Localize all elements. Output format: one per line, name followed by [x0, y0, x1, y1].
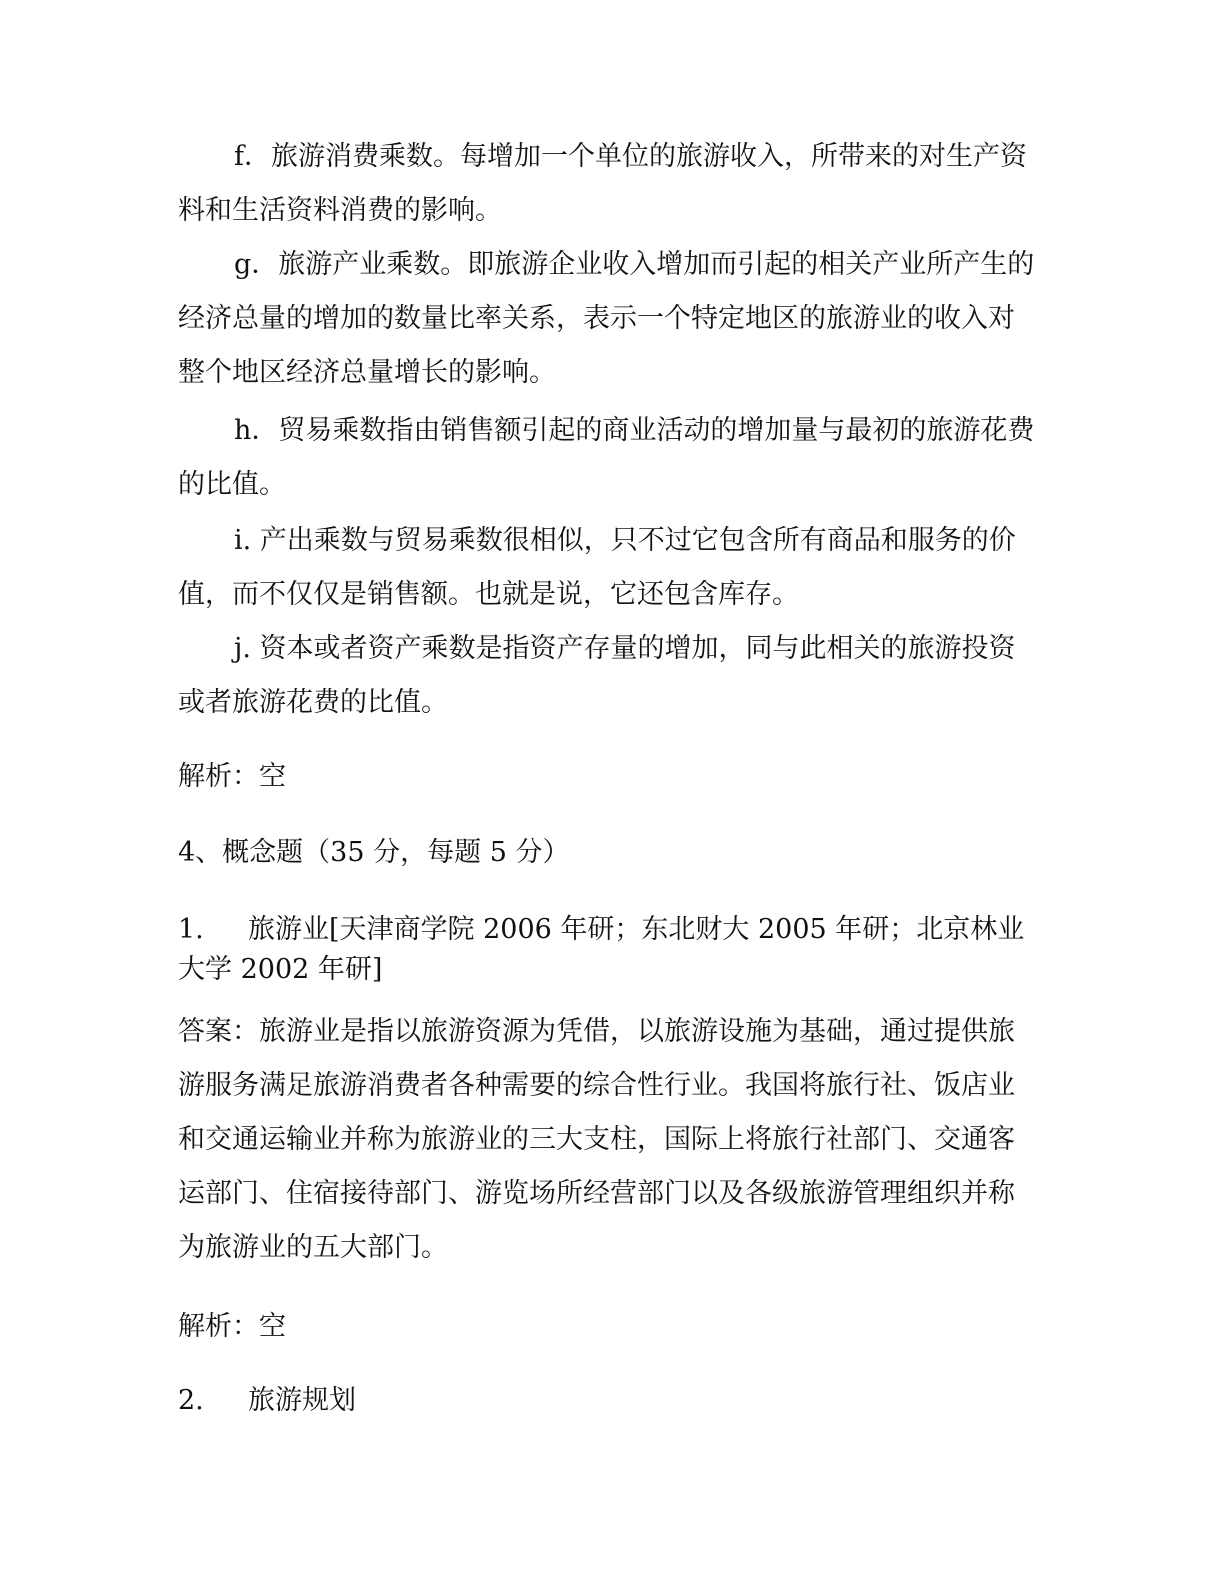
- question-text: 旅游规划: [248, 1385, 356, 1416]
- question-1: [178, 910, 1038, 990]
- paragraph-g: g．旅游产业乘数。即旅游企业收入增加而引起的相关产业所产生的经济总量的增加的数量比率关系，表示一个特定地区的旅游业的收入对整个地区经济总量增长的影响。: [178, 249, 1035, 388]
- question-number: 1.: [178, 914, 204, 945]
- analysis-label: 解析：空: [178, 761, 286, 792]
- paragraph-f: f．旅游消费乘数。每增加一个单位的旅游收入，所带来的对生产资料和生活资料消费的影响。: [178, 141, 1027, 226]
- question-number: 2.: [178, 1385, 204, 1416]
- paragraph-i: i. 产出乘数与贸易乘数很相似，只不过它包含所有商品和服务的价值，而不仅仅是销售额。也就是说，它还包含库存。: [178, 525, 1016, 610]
- answer-text: 答案：旅游业是指以旅游资源为凭借，以旅游设施为基础，通过提供旅游服务满足旅游消费者各种需要的综合性行业。我国将旅行社、饭店业和交通运输业并称为旅游业的三大支柱，国际上将旅行社部门、交通客运部门、住宿接待部门、游览场所经营部门以及各级旅游管理组织并称为旅游业的五大部门。: [178, 1016, 1015, 1263]
- question-text: 旅游业[天津商学院 2006 年研；东北财大 2005 年研；北京林业大学 2002 年研]: [178, 914, 1025, 985]
- analysis-label: 解析：空: [178, 1311, 286, 1342]
- paragraph-h: h．贸易乘数指由销售额引起的商业活动的增加量与最初的旅游花费的比值。: [178, 415, 1035, 500]
- question-2: [178, 1374, 1038, 1428]
- section-heading: 4、概念题（35 分，每题 5 分）: [178, 837, 570, 868]
- paragraph-j: j. 资本或者资产乘数是指资产存量的增加，同与此相关的旅游投资或者旅游花费的比值。: [178, 633, 1016, 718]
